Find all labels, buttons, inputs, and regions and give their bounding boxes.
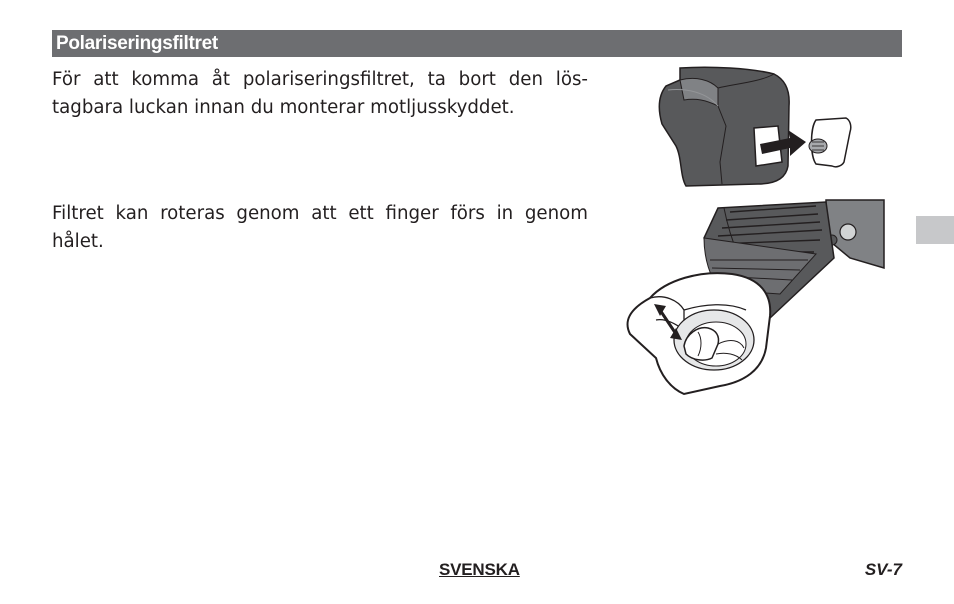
paragraph-rotate-filter: Filtret kan roteras genom att ett finger förs in genom hålet. (52, 203, 588, 252)
paragraph-remove-cover: För att komma åt polariseringsfiltret, ta bort den lös-tagbara luckan innan du monterar motljusskyddet. (52, 69, 588, 118)
footer-language: SVENSKA (439, 560, 520, 579)
camera-lens-hood-finger-rotation-icon (620, 198, 888, 402)
section-side-tab (916, 216, 954, 244)
lens-hood-with-removable-cover-icon (656, 66, 864, 190)
section-title: Polariseringsfiltret (56, 33, 218, 54)
section-header-bar (52, 30, 902, 57)
footer-page-number: SV-7 (864, 560, 902, 579)
